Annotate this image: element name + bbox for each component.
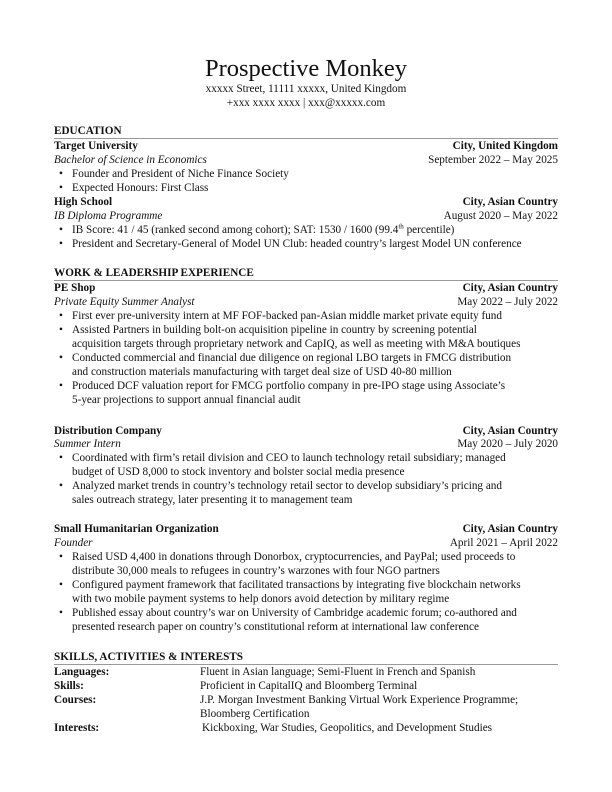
list-item: [54, 606, 558, 634]
list-item: [54, 323, 558, 351]
skill-label: Interests:: [54, 722, 100, 734]
bullet-icon: •: [59, 310, 63, 322]
entry-header: [54, 139, 558, 153]
org-name: Distribution Company: [54, 425, 162, 437]
skill-row: [54, 665, 558, 679]
org-name: Target University: [54, 140, 138, 152]
bullet-text: budget of USD 8,000 to stock inventory and bolster social media presence: [72, 466, 405, 478]
bullet-text: distribute 30,000 meals to refugees in country’s warzones with four NGO partners: [72, 565, 440, 577]
bullet-text: President and Secretary-General of Model UN Club: headed country’s largest Model UN conference: [72, 238, 522, 250]
bullet-text: Produced DCF valuation report for FMCG portfolio company in pre-IPO stage using Associate’s: [72, 380, 506, 392]
skill-label: Courses:: [54, 694, 97, 706]
bullet-text: Assisted Partners in building bolt-on acquisition pipeline in country by screening potential: [72, 324, 477, 336]
entry-header: [54, 522, 558, 536]
skill-value: Proficient in CapitalIQ and Bloomberg Terminal: [200, 680, 418, 692]
skill-value-line: J.P. Morgan Investment Banking Virtual Work Experience Programme;: [200, 694, 519, 706]
entry-header: [54, 424, 558, 438]
bullet-icon: •: [59, 238, 63, 250]
bullet-icon: •: [59, 579, 63, 591]
list-item: [54, 550, 558, 578]
entry-subheader: [54, 295, 558, 309]
entry-subheader: [54, 437, 558, 451]
bullet-icon: •: [59, 324, 63, 336]
bullet-list: [54, 223, 558, 251]
bullet-icon: •: [59, 452, 63, 464]
bullet-text: Published essay about country’s war on University of Cambridge academic forum; co-authored and: [72, 607, 517, 619]
bullet-icon: •: [59, 352, 63, 364]
dates: May 2022 – July 2022: [457, 296, 558, 308]
dates: August 2020 – May 2022: [443, 210, 558, 222]
bullet-icon: •: [59, 551, 63, 563]
org-name: High School: [54, 196, 113, 208]
list-item: [54, 309, 558, 323]
bullet-icon: •: [59, 380, 63, 392]
skill-row: [54, 679, 558, 693]
bullet-text: acquisition targets through proprietary network and CapIQ, as well as meeting with M&A boutiques: [72, 338, 521, 350]
bullet-icon: •: [59, 182, 63, 194]
candidate-name: Prospective Monkey: [204, 55, 408, 82]
location: City, Asian Country: [462, 282, 558, 294]
list-item: [54, 578, 558, 606]
dates: September 2022 – May 2025: [428, 154, 558, 166]
bullet-icon: •: [59, 168, 63, 180]
bullet-text: 5-year projections to support annual financial audit: [72, 394, 301, 406]
entry-header: [54, 281, 558, 295]
list-item: [54, 379, 558, 407]
skill-value: [200, 693, 558, 721]
role: Founder: [54, 537, 93, 549]
bullet-text: sales outreach strategy, later presenting it to management team: [72, 494, 353, 506]
skill-row: [54, 721, 558, 735]
location: City, Asian Country: [462, 523, 558, 535]
role: IB Diploma Programme: [54, 210, 163, 222]
skill-value: Kickboxing, War Studies, Geopolitics, and Development Studies: [202, 722, 493, 734]
bullet-text: IB Score: 41 / 45 (ranked second among cohort); SAT: 1530 / 1600 (99.4: [72, 224, 399, 236]
bullet-text: Coordinated with firm’s retail division and CEO to launch technology retail subsidiary; managed: [72, 452, 506, 464]
bullet-text: Expected Honours: First Class: [72, 182, 209, 194]
bullet-icon: •: [59, 224, 63, 236]
section-title-experience: WORK & LEADERSHIP EXPERIENCE: [54, 266, 558, 281]
entry-subheader: [54, 536, 558, 550]
location: City, Asian Country: [462, 425, 558, 437]
bullet-text: First ever pre-university intern at MF FOF-backed pan-Asian middle market private equity fund: [72, 310, 502, 322]
org-name: Small Humanitarian Organization: [54, 523, 219, 535]
bullet-list: [54, 167, 558, 195]
entry-subheader: [54, 209, 558, 223]
skill-row: [54, 693, 558, 721]
bullet-text: Conducted commercial and financial due diligence on regional LBO targets in FMCG distribution: [72, 352, 512, 364]
list-item: [54, 451, 558, 479]
role: Bachelor of Science in Economics: [54, 154, 207, 166]
role: Private Equity Summer Analyst: [54, 296, 195, 308]
contact-info: +xxx xxxx xxxx | xxx@xxxxx.com: [226, 97, 386, 109]
bullet-text: Analyzed market trends in country’s technology retail sector to develop subsidiary’s pricing and: [72, 480, 502, 492]
list-item: [54, 223, 558, 237]
bullet-text-tail: percentile): [403, 224, 455, 236]
list-item: [54, 479, 558, 507]
list-item: [54, 181, 558, 195]
list-item: [54, 351, 558, 379]
role: Summer Intern: [54, 438, 121, 450]
bullet-icon: •: [59, 607, 63, 619]
dates: May 2020 – July 2020: [457, 438, 558, 450]
skill-label: Languages:: [54, 666, 110, 678]
location: City, Asian Country: [462, 196, 558, 208]
address: xxxxx Street, 11111 xxxxx, United Kingdom: [205, 83, 407, 95]
bullet-icon: •: [59, 480, 63, 492]
skill-value: Fluent in Asian language; Semi-Fluent in French and Spanish: [200, 666, 476, 678]
bullet-text: and construction materials manufacturing with target deal size of USD 40-80 million: [72, 366, 452, 378]
bullet-text: with two mobile payment systems to help donors avoid detection by military regime: [72, 593, 450, 605]
section-title-education: EDUCATION: [54, 124, 558, 139]
org-name: PE Shop: [54, 282, 96, 294]
skill-value-line: Bloomberg Certification: [200, 708, 310, 720]
bullet-text: Founder and President of Niche Finance Society: [72, 168, 289, 180]
dates: April 2021 – April 2022: [449, 537, 558, 549]
bullet-text: Configured payment framework that facilitated transactions by integrating five blockchain networks: [72, 579, 521, 591]
location: City, United Kingdom: [452, 140, 558, 152]
list-item: [54, 237, 558, 251]
section-title-skills: SKILLS, ACTIVITIES & INTERESTS: [54, 650, 558, 665]
skill-label: Skills:: [54, 680, 84, 692]
list-item: [54, 167, 558, 181]
skills-table: [54, 665, 558, 735]
entry-header: [54, 195, 558, 209]
bullet-list: [54, 309, 558, 407]
bullet-text: presented research paper on country’s constitutional reform at international law conference: [72, 621, 479, 633]
entry-subheader: [54, 153, 558, 167]
bullet-list: [54, 451, 558, 507]
superscript: th: [398, 222, 404, 231]
bullet-text: Raised USD 4,400 in donations through Donorbox, cryptocurrencies, and PayPal; used proceeds to: [72, 551, 516, 563]
bullet-list: [54, 550, 558, 634]
